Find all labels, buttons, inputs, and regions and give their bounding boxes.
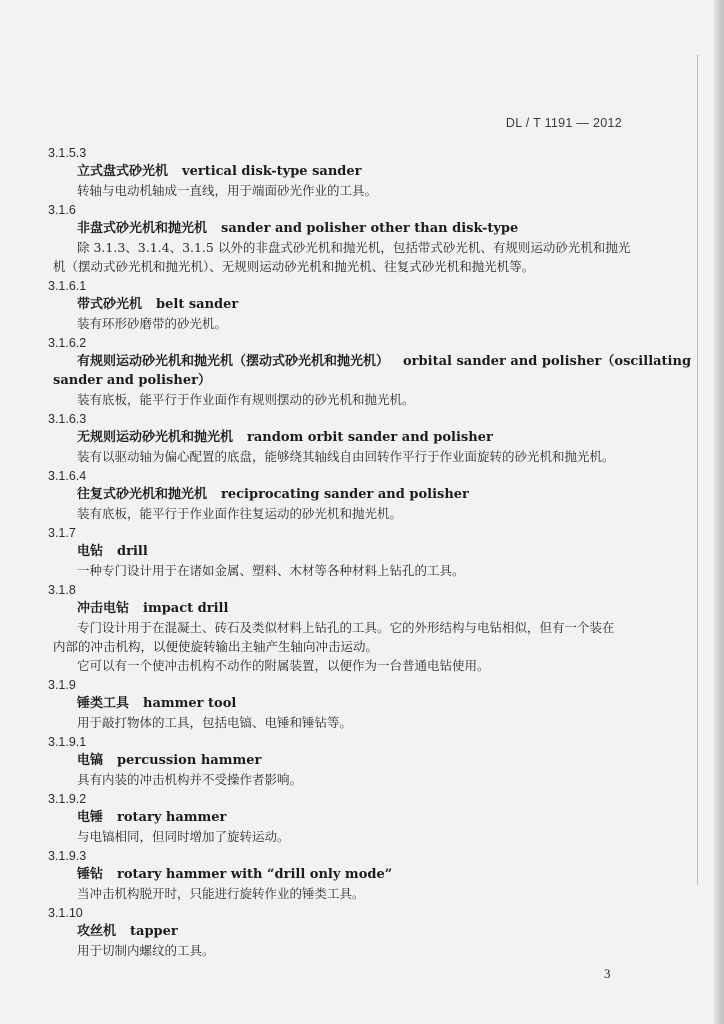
clause-number: 3.1.10 (48, 906, 83, 920)
term-heading (77, 354, 691, 370)
clause-number: 3.1.5.3 (48, 146, 87, 160)
term-english: orbital sander and polisher（oscillating (403, 354, 692, 369)
term-chinese: 有规则运动砂光机和抛光机（摆动式砂光机和抛光机） (77, 354, 390, 369)
definition-text: 除 3.1.3、3.1.4、3.1.5 以外的非盘式砂光机和抛光机，包括带式砂光机、有规则运动砂光机和抛光 (77, 240, 631, 255)
continuation-text: sander and polisher） (53, 373, 211, 388)
term-heading (77, 601, 228, 617)
term-heading (77, 297, 238, 313)
term-chinese: 冲击电钻 (77, 601, 130, 616)
clause-number: 3.1.6.3 (48, 412, 87, 426)
term-chinese: 往复式砂光机和抛光机 (77, 487, 208, 502)
clause-number: 3.1.9.2 (48, 792, 87, 806)
definition-text: 装有环形砂磨带的砂光机。 (77, 316, 228, 331)
definition-text: 转轴与电动机轴成一直线，用于端面砂光作业的工具。 (77, 183, 378, 198)
clause-number: 3.1.7 (48, 526, 76, 540)
clause-number: 3.1.8 (48, 583, 76, 597)
term-english: random orbit sander and polisher (247, 430, 493, 445)
term-chinese: 电钻 (77, 544, 104, 559)
clause-number: 3.1.6 (48, 203, 76, 217)
definition-text: 它可以有一个使冲击机构不动作的附属装置，以便作为一台普通电钻使用。 (77, 658, 490, 673)
term-english: drill (117, 544, 148, 559)
term-english: impact drill (143, 601, 229, 616)
term-chinese: 锤钻 (77, 867, 104, 882)
term-english: rotary hammer with “drill only mode” (117, 867, 393, 882)
term-english: percussion hammer (117, 753, 262, 768)
definition-text: 装有底板，能平行于作业面作有规则摆动的砂光机和抛光机。 (77, 392, 415, 407)
term-heading (77, 487, 469, 503)
term-chinese: 非盘式砂光机和抛光机 (77, 221, 208, 236)
term-chinese: 无规则运动砂光机和抛光机 (77, 430, 234, 445)
definition-text: 一种专门设计用于在诸如金属、塑料、木材等各种材料上钻孔的工具。 (77, 563, 465, 578)
definition-text: 与电镐相同，但同时增加了旋转运动。 (77, 829, 290, 844)
term-english: reciprocating sander and polisher (221, 487, 469, 502)
term-chinese: 电锤 (77, 810, 104, 825)
clause-number: 3.1.6.1 (48, 279, 87, 293)
clause-number: 3.1.6.2 (48, 336, 87, 350)
clause-number: 3.1.9.1 (48, 735, 87, 749)
term-chinese: 锤类工具 (77, 696, 130, 711)
term-chinese: 带式砂光机 (77, 297, 143, 312)
term-heading (77, 696, 236, 712)
definition-text: 专门设计用于在混凝土、砖石及类似材料上钻孔的工具。它的外形结构与电钻相似，但有一个装在 (77, 620, 615, 635)
term-heading (77, 164, 362, 180)
clause-number: 3.1.9 (48, 678, 76, 692)
continuation-text: 内部的冲击机构，以便使旋转输出主轴产生轴向冲击运动。 (53, 639, 379, 654)
term-heading (77, 544, 148, 560)
term-english: tapper (130, 924, 178, 939)
scan-line (697, 55, 698, 885)
clause-number: 3.1.9.3 (48, 849, 87, 863)
term-english: sander and polisher other than disk-type (221, 221, 519, 236)
term-english: hammer tool (143, 696, 237, 711)
term-english: vertical disk-type sander (182, 164, 362, 179)
page-number: 3 (604, 966, 611, 981)
clause-number: 3.1.6.4 (48, 469, 87, 483)
definition-text: 装有底板，能平行于作业面作往复运动的砂光机和抛光机。 (77, 506, 403, 521)
term-heading (77, 221, 518, 237)
term-heading (77, 810, 226, 826)
continuation-text: 机（摆动式砂光机和抛光机）、无规则运动砂光机和抛光机、往复式砂光机和抛光机等。 (53, 259, 535, 274)
term-heading (77, 430, 493, 446)
term-chinese: 立式盘式砂光机 (77, 164, 169, 179)
definition-text: 用于敲打物体的工具，包括电镐、电锤和锤钻等。 (77, 715, 353, 730)
term-heading (77, 867, 392, 883)
scan-edge (714, 0, 724, 1024)
term-chinese: 攻丝机 (77, 924, 117, 939)
term-english: rotary hammer (117, 810, 227, 825)
term-heading (77, 753, 261, 769)
term-chinese: 电镐 (77, 753, 104, 768)
definition-text: 具有内装的冲击机构并不受操作者影响。 (77, 772, 303, 787)
definition-text: 当冲击机构脱开时，只能进行旋转作业的锤类工具。 (77, 886, 365, 901)
term-english: belt sander (156, 297, 239, 312)
standard-number-header: DL / T 1191 — 2012 (505, 116, 622, 130)
term-heading (77, 924, 178, 940)
definition-text: 用于切制内螺纹的工具。 (77, 943, 215, 958)
definition-text: 装有以驱动轴为偏心配置的底盘，能够绕其轴线自由回转作平行于作业面旋转的砂光机和抛光机。 (77, 449, 615, 464)
